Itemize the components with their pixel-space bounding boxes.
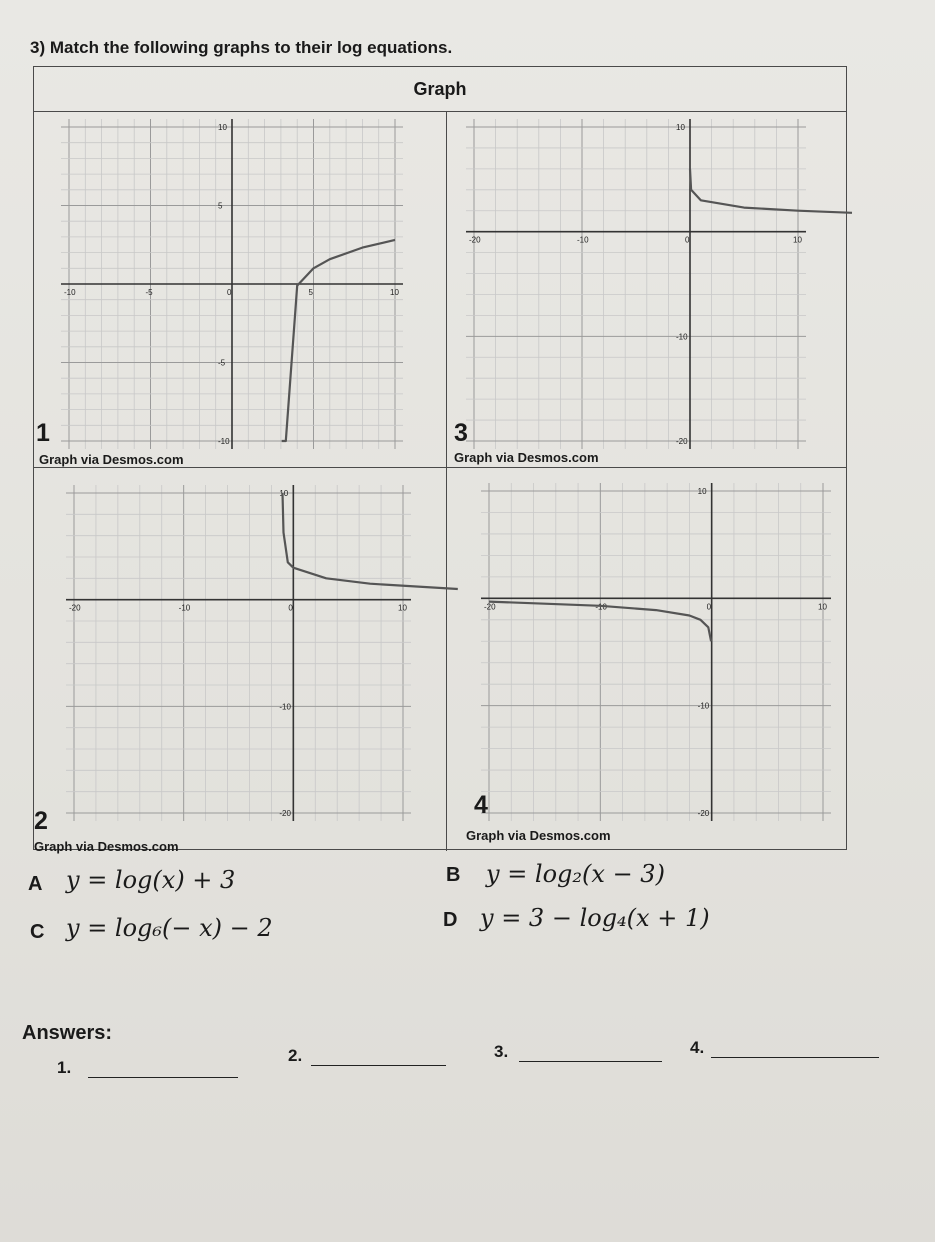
graph-2-number: 2 xyxy=(34,807,48,835)
answer-1-blank[interactable] xyxy=(88,1059,238,1078)
answer-3-label: 3. xyxy=(494,1042,509,1061)
graph-1-plot xyxy=(61,119,403,449)
x-tick-label: 0 xyxy=(288,603,293,613)
choice-b-letter: B xyxy=(446,864,461,886)
graph-3 xyxy=(466,119,806,449)
choice-b-equation: y = log₂(x − 3) xyxy=(486,860,665,888)
choice-c-letter: C xyxy=(30,921,45,943)
graph-3-number: 3 xyxy=(454,419,468,447)
y-tick-label: 5 xyxy=(218,201,223,211)
graph-4 xyxy=(481,483,831,821)
x-tick-label: 0 xyxy=(685,235,690,245)
x-tick-label: 10 xyxy=(793,235,802,245)
x-tick-label: -5 xyxy=(145,288,153,297)
table-horizontal-divider xyxy=(34,467,846,468)
function-curve xyxy=(690,169,852,213)
choice-d-equation: y = 3 − log₄(x + 1) xyxy=(480,904,710,932)
graph-4-number: 4 xyxy=(474,791,488,819)
graph-4-plot xyxy=(481,483,831,821)
x-tick-label: 10 xyxy=(398,603,407,613)
y-tick-label: -20 xyxy=(676,437,688,446)
y-tick-label: -10 xyxy=(676,332,688,342)
graph-1 xyxy=(61,119,403,449)
question-title: 3) Match the following graphs to their log equations. xyxy=(30,38,453,57)
graph-2-credit: Graph via Desmos.com xyxy=(34,839,179,854)
table-vertical-divider xyxy=(446,111,447,851)
x-tick-label: -10 xyxy=(178,603,191,613)
x-tick-label: 0 xyxy=(706,602,712,612)
choice-a-equation: y = log(x) + 3 xyxy=(66,866,236,894)
y-tick-label: -10 xyxy=(279,702,291,712)
x-tick-label: 0 xyxy=(227,288,232,297)
x-tick-label: -10 xyxy=(577,235,589,245)
answer-4-blank[interactable] xyxy=(711,1039,879,1058)
y-tick-label: -20 xyxy=(697,809,710,818)
y-tick-label: -20 xyxy=(279,809,291,818)
y-tick-label: 10 xyxy=(218,123,227,132)
y-tick-label: 10 xyxy=(279,489,289,498)
y-tick-label: 10 xyxy=(676,123,685,132)
choice-c-equation: y = log₆(− x) − 2 xyxy=(66,914,273,942)
answer-3-blank[interactable] xyxy=(519,1043,662,1062)
table-header: Graph xyxy=(34,67,846,112)
graph-1-number: 1 xyxy=(36,419,50,447)
function-curve xyxy=(283,493,458,589)
y-tick-label: -10 xyxy=(218,437,230,446)
graph-3-plot xyxy=(466,119,806,449)
x-tick-label: -20 xyxy=(484,602,496,612)
answer-3 xyxy=(494,1042,662,1062)
x-tick-label: -20 xyxy=(469,235,481,245)
graph-table xyxy=(33,66,847,854)
answers-title: Answers: xyxy=(22,1022,113,1044)
function-curve xyxy=(282,240,395,441)
graph-2 xyxy=(66,485,411,821)
y-tick-label: -5 xyxy=(218,358,226,368)
answer-4-label: 4. xyxy=(690,1038,705,1057)
x-tick-label: 10 xyxy=(818,602,827,612)
y-tick-label: -10 xyxy=(697,701,710,711)
answer-4 xyxy=(690,1038,879,1058)
x-tick-label: -10 xyxy=(64,288,76,297)
answer-1 xyxy=(57,1058,238,1078)
y-tick-label: 10 xyxy=(697,487,707,496)
graph-1-credit: Graph via Desmos.com xyxy=(39,452,184,467)
answer-1-label: 1. xyxy=(57,1058,72,1077)
answer-2-label: 2. xyxy=(288,1046,303,1065)
x-tick-label: -20 xyxy=(69,603,81,613)
x-tick-label: 5 xyxy=(308,288,313,297)
graph-2-plot xyxy=(66,485,411,821)
x-tick-label: -10 xyxy=(595,602,607,612)
graph-4-credit: Graph via Desmos.com xyxy=(466,828,611,843)
answer-2-blank[interactable] xyxy=(311,1047,446,1066)
graph-3-credit: Graph via Desmos.com xyxy=(454,450,599,465)
answer-2 xyxy=(288,1046,446,1066)
choice-d-letter: D xyxy=(443,909,458,931)
choice-a-letter: A xyxy=(28,873,43,895)
x-tick-label: 10 xyxy=(390,288,399,297)
